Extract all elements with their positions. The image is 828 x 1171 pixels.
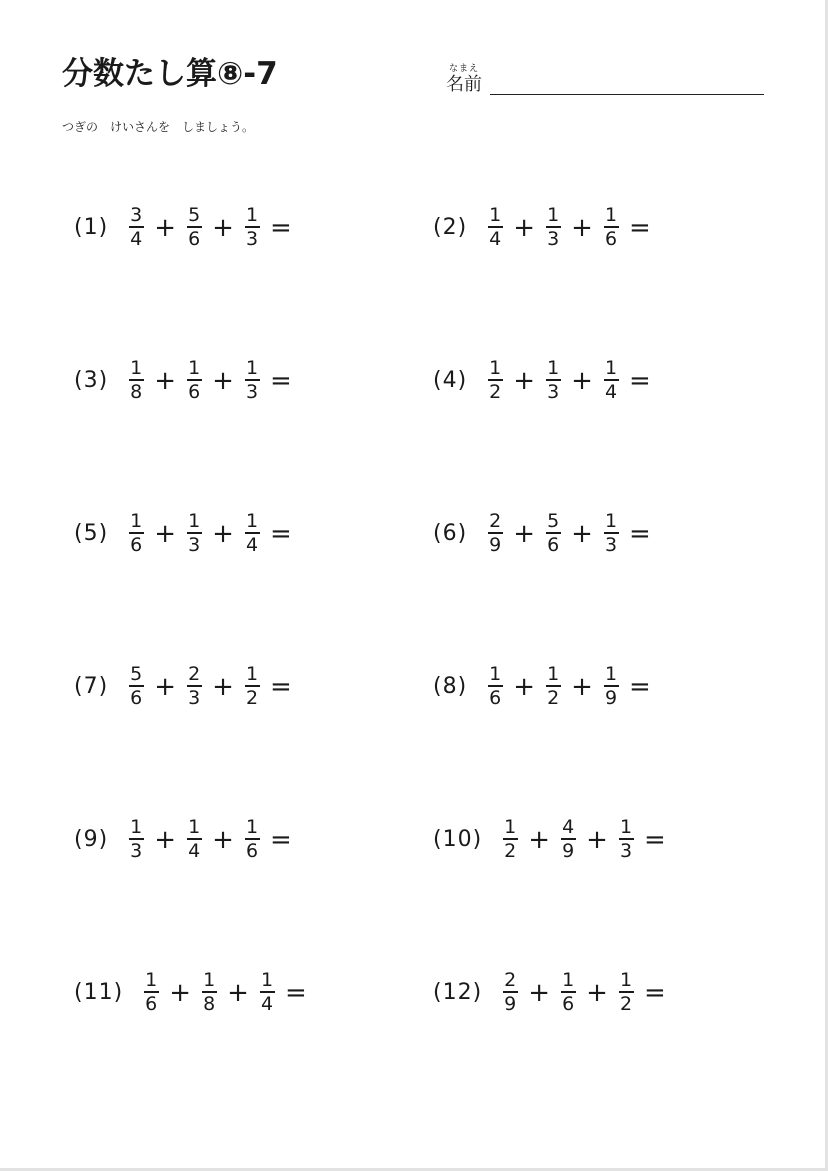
plus-sign: + — [571, 212, 593, 243]
numerator: 2 — [489, 510, 502, 532]
equals-sign: = — [629, 671, 651, 702]
numerator: 1 — [245, 663, 259, 685]
denominator: 4 — [604, 381, 618, 403]
denominator: 6 — [562, 993, 575, 1015]
denominator: 2 — [504, 840, 517, 862]
denominator: 3 — [547, 381, 560, 403]
problem-number: (2) — [433, 215, 468, 240]
equals-sign: = — [644, 824, 666, 855]
equals-sign: = — [285, 977, 307, 1008]
denominator: 9 — [489, 534, 502, 556]
plus-sign: + — [571, 671, 593, 702]
problem-number: (10) — [433, 827, 483, 852]
equals-sign: = — [270, 671, 292, 702]
numerator: 1 — [188, 510, 201, 532]
fraction — [603, 665, 619, 708]
problem-item — [433, 359, 651, 402]
denominator: 6 — [145, 993, 158, 1015]
denominator: 3 — [188, 687, 201, 709]
denominator: 9 — [504, 993, 517, 1015]
fraction — [186, 512, 202, 555]
numerator: 1 — [245, 510, 259, 532]
denominator: 3 — [604, 534, 618, 556]
fraction — [502, 971, 518, 1014]
problem-item — [433, 665, 651, 708]
problem-number: (7) — [74, 674, 109, 699]
numerator: 1 — [619, 969, 633, 991]
numerator: 4 — [562, 816, 575, 838]
fraction — [545, 665, 561, 708]
fraction — [128, 818, 144, 861]
fraction — [545, 359, 561, 402]
denominator: 6 — [188, 228, 201, 250]
problem-item — [433, 971, 666, 1014]
denominator: 8 — [130, 381, 143, 403]
fraction — [186, 665, 202, 708]
problem-item — [74, 206, 292, 249]
numerator: 1 — [245, 816, 259, 838]
problem-number: (4) — [433, 368, 468, 393]
problem-number: (9) — [74, 827, 109, 852]
plus-sign: + — [528, 824, 551, 855]
denominator: 2 — [619, 993, 633, 1015]
denominator: 3 — [245, 228, 259, 250]
denominator: 6 — [604, 228, 618, 250]
problem-item — [433, 818, 666, 861]
plus-sign: + — [154, 824, 177, 855]
equals-sign: = — [270, 365, 292, 396]
plus-sign: + — [154, 212, 177, 243]
numerator: 1 — [245, 204, 259, 226]
fraction — [244, 359, 260, 402]
denominator: 3 — [245, 381, 259, 403]
numerator: 1 — [547, 204, 560, 226]
fraction — [143, 971, 159, 1014]
numerator: 1 — [145, 969, 158, 991]
problem-number: (8) — [433, 674, 468, 699]
fraction — [244, 206, 260, 249]
numerator: 5 — [188, 204, 201, 226]
fraction — [487, 665, 503, 708]
numerator: 1 — [604, 663, 618, 685]
plus-sign: + — [586, 977, 608, 1008]
numerator: 1 — [547, 663, 560, 685]
equals-sign: = — [270, 518, 292, 549]
problem-number: (5) — [74, 521, 109, 546]
numerator: 1 — [604, 510, 618, 532]
problem-number: (3) — [74, 368, 109, 393]
fraction — [128, 512, 144, 555]
denominator: 4 — [489, 228, 502, 250]
fraction — [560, 818, 576, 861]
denominator: 6 — [547, 534, 560, 556]
denominator: 3 — [130, 840, 143, 862]
numerator: 1 — [188, 357, 201, 379]
fraction — [244, 512, 260, 555]
plus-sign: + — [212, 671, 234, 702]
worksheet-title: 分数たし算⑧-7 — [62, 56, 278, 92]
plus-sign: + — [571, 518, 593, 549]
numerator: 1 — [604, 204, 618, 226]
numerator: 1 — [489, 357, 502, 379]
plus-sign: + — [169, 977, 192, 1008]
denominator: 9 — [604, 687, 618, 709]
equals-sign: = — [629, 518, 651, 549]
denominator: 6 — [245, 840, 259, 862]
numerator: 1 — [489, 663, 502, 685]
problem-number: (12) — [433, 980, 483, 1005]
problem-item — [433, 512, 651, 555]
fraction — [603, 512, 619, 555]
plus-sign: + — [212, 518, 234, 549]
denominator: 9 — [562, 840, 575, 862]
fraction — [603, 206, 619, 249]
fraction — [128, 359, 144, 402]
plus-sign: + — [513, 365, 536, 396]
numerator: 1 — [203, 969, 216, 991]
problem-item — [433, 206, 651, 249]
fraction — [487, 359, 503, 402]
equals-sign: = — [270, 212, 292, 243]
plus-sign: + — [154, 365, 177, 396]
equals-sign: = — [629, 365, 651, 396]
fraction — [186, 359, 202, 402]
equals-sign: = — [629, 212, 651, 243]
fraction — [186, 818, 202, 861]
denominator: 2 — [489, 381, 502, 403]
problem-item — [74, 512, 292, 555]
denominator: 4 — [245, 534, 259, 556]
numerator: 1 — [130, 510, 143, 532]
fraction — [502, 818, 518, 861]
fraction — [128, 665, 144, 708]
problem-item — [74, 359, 292, 402]
numerator: 1 — [489, 204, 502, 226]
denominator: 4 — [188, 840, 201, 862]
problem-item — [74, 818, 292, 861]
denominator: 8 — [203, 993, 216, 1015]
plus-sign: + — [571, 365, 593, 396]
plus-sign: + — [513, 518, 536, 549]
fraction — [603, 359, 619, 402]
plus-sign: + — [227, 977, 249, 1008]
denominator: 6 — [489, 687, 502, 709]
numerator: 5 — [547, 510, 560, 532]
denominator: 6 — [188, 381, 201, 403]
plus-sign: + — [154, 518, 177, 549]
denominator: 3 — [547, 228, 560, 250]
plus-sign: + — [154, 671, 177, 702]
numerator: 5 — [130, 663, 143, 685]
equals-sign: = — [644, 977, 666, 1008]
name-label: 名前 — [446, 74, 482, 95]
denominator: 3 — [188, 534, 201, 556]
denominator: 2 — [547, 687, 560, 709]
problem-item — [74, 971, 307, 1014]
numerator: 1 — [562, 969, 575, 991]
problem-item — [74, 665, 292, 708]
problem-number: (6) — [433, 521, 468, 546]
plus-sign: + — [586, 824, 608, 855]
plus-sign: + — [212, 212, 234, 243]
numerator: 1 — [260, 969, 274, 991]
denominator: 4 — [260, 993, 274, 1015]
fraction — [128, 206, 144, 249]
problem-number: (1) — [74, 215, 109, 240]
fraction — [259, 971, 275, 1014]
plus-sign: + — [528, 977, 551, 1008]
plus-sign: + — [513, 212, 536, 243]
name-field — [444, 58, 764, 98]
fraction — [186, 206, 202, 249]
denominator: 4 — [130, 228, 143, 250]
plus-sign: + — [212, 824, 234, 855]
name-ruby: なまえ — [449, 64, 480, 74]
numerator: 1 — [130, 816, 143, 838]
fraction — [618, 818, 634, 861]
fraction — [244, 665, 260, 708]
numerator: 1 — [130, 357, 143, 379]
plus-sign: + — [212, 365, 234, 396]
plus-sign: + — [513, 671, 536, 702]
name-write-line[interactable] — [490, 94, 764, 95]
fraction — [487, 206, 503, 249]
numerator: 3 — [130, 204, 143, 226]
numerator: 1 — [547, 357, 560, 379]
denominator: 6 — [130, 534, 143, 556]
fraction — [545, 512, 561, 555]
fraction — [201, 971, 217, 1014]
fraction — [545, 206, 561, 249]
numerator: 1 — [604, 357, 618, 379]
numerator: 1 — [619, 816, 633, 838]
numerator: 1 — [504, 816, 517, 838]
fraction — [487, 512, 503, 555]
denominator: 6 — [130, 687, 143, 709]
denominator: 2 — [245, 687, 259, 709]
numerator: 2 — [188, 663, 201, 685]
problem-number: (11) — [74, 980, 124, 1005]
fraction — [560, 971, 576, 1014]
equals-sign: = — [270, 824, 292, 855]
numerator: 1 — [245, 357, 259, 379]
numerator: 2 — [504, 969, 517, 991]
numerator: 1 — [188, 816, 201, 838]
denominator: 3 — [619, 840, 633, 862]
fraction — [244, 818, 260, 861]
fraction — [618, 971, 634, 1014]
instruction-text: つぎの けいさんを しましょう。 — [62, 120, 255, 134]
